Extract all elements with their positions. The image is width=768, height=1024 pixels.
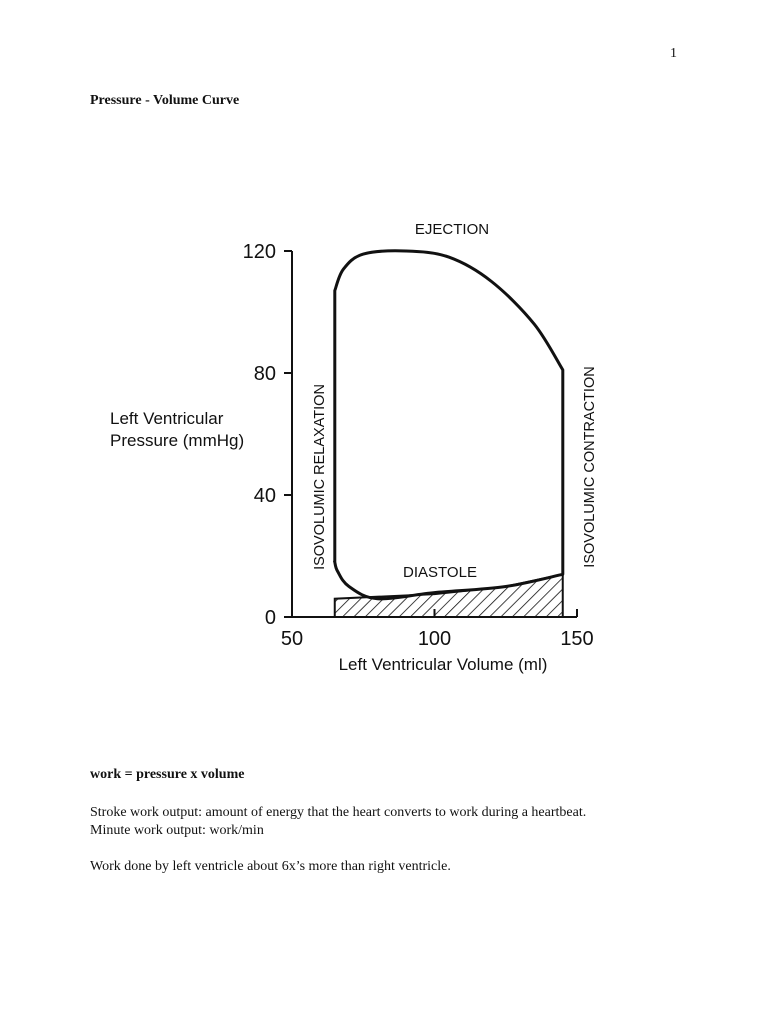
- y-tick-label-40: 40: [253, 485, 276, 507]
- isovolumic-relaxation-label: ISOVOLUMIC RELAXATION: [312, 384, 328, 570]
- comparison-text: Work done by left ventricle about 6x’s more than right ventricle.: [90, 859, 451, 874]
- y-axis-title-line2: Pressure (mmHg): [110, 431, 245, 450]
- page-heading: Pressure - Volume Curve: [90, 93, 240, 108]
- pv-loop-chart: [90, 190, 620, 690]
- diastole-label: DIASTOLE: [403, 564, 477, 581]
- isovolumic-contraction-label: ISOVOLUMIC CONTRACTION: [582, 366, 598, 568]
- pressure-volume-figure: [90, 190, 620, 690]
- y-axis-title-line1: Left Ventricular: [110, 409, 224, 428]
- work-definitions: [90, 804, 586, 840]
- work-formula: work = pressure x volume: [90, 767, 245, 782]
- x-tick-label-50: 50: [280, 628, 304, 650]
- ejection-label: EJECTION: [414, 221, 490, 238]
- y-tick-label-80: 80: [253, 363, 276, 385]
- page-number: 1: [670, 46, 677, 61]
- pv-loop-line: [335, 251, 563, 599]
- minute-work-text: Minute work output: work/min: [90, 823, 264, 838]
- x-tick-label-100: 100: [417, 628, 452, 650]
- y-tick-label-120: 120: [242, 241, 276, 263]
- x-axis-title: Left Ventricular Volume (ml): [338, 655, 548, 674]
- stroke-work-text: Stroke work output: amount of energy that the heart converts to work during a heartbeat.: [90, 805, 587, 820]
- y-tick-label-0: 0: [264, 607, 276, 629]
- x-tick-label-150: 150: [560, 628, 594, 650]
